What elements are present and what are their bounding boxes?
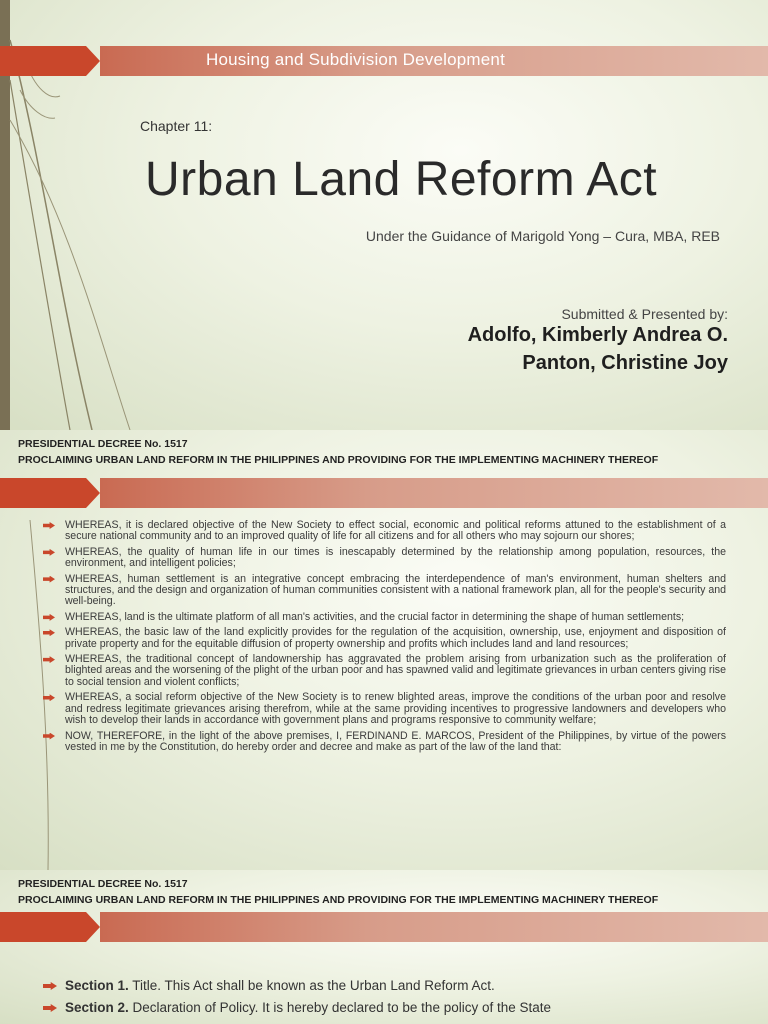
list-item: WHEREAS, land is the ultimate platform of all man's activities, and the crucial factor in determining the shape of human settlements;	[18, 612, 726, 623]
arrow-bullet-icon	[43, 694, 55, 701]
section-list	[18, 978, 551, 1022]
arrow-bullet-icon	[43, 1004, 57, 1012]
arrow-bullet-icon	[43, 629, 55, 636]
decree-slide	[0, 430, 768, 870]
list-item: WHEREAS, human settlement is an integrative concept embracing the interdependence of man's environment, human shelters and structures, and the design and organization of human communities consistent with a national framework plan, all for the people's security and well-being.	[18, 574, 726, 608]
decree-number: PRESIDENTIAL DECREE No. 1517	[18, 438, 188, 450]
guidance-line: Under the Guidance of Marigold Yong – Cura, MBA, REB	[365, 228, 720, 244]
list-item: WHEREAS, it is declared objective of the New Society to effect social, economic and political reforms attuned to the establishment of a secure national community and to an improved quality of life for all citizens and for all others who may sojourn our shores;	[18, 520, 726, 543]
decree-number: PRESIDENTIAL DECREE No. 1517	[18, 878, 188, 890]
slide-title: Urban Land Reform Act	[145, 153, 658, 206]
decree-title: PROCLAIMING URBAN LAND REFORM IN THE PHILIPPINES AND PROVIDING FOR THE IMPLEMENTING MACHINERY THEREOF	[18, 454, 659, 466]
list-item: NOW, THEREFORE, in the light of the above premises, I, FERDINAND E. MARCOS, President of the Philippines, by virtue of the powers vested in me by the Constitution, do hereby order and decree and make as part of the law of the land that:	[18, 731, 726, 754]
arrow-bullet-icon	[43, 614, 55, 621]
list-item: WHEREAS, the basic law of the land explicitly provides for the regulation of the acquisition, ownership, use, enjoyment and disposition of private property and for the equitable diffusion of property ownership and profits which includes land and land resources;	[18, 627, 726, 650]
arrow-bullet-icon	[43, 576, 55, 583]
arrow-bullet-icon	[43, 982, 57, 990]
list-item: Section 2. Declaration of Policy. It is hereby declared to be the policy of the State	[18, 1000, 551, 1015]
list-item: WHEREAS, a social reform objective of the New Society is to renew blighted areas, improve the conditions of the urban poor and resolve and redress legitimate grievances arising therefrom, while at the same providing incentives to progressive landowners and developers who wish to develop their lands in accordance with government plans and programs responsive to community welfare;	[18, 692, 726, 726]
list-item: Section 1. Title. This Act shall be known as the Urban Land Reform Act.	[18, 978, 551, 993]
sections-slide	[0, 870, 768, 1024]
chapter-label: Chapter 11:	[140, 118, 213, 134]
banner-arrow	[0, 46, 100, 76]
arrow-bullet-icon	[43, 522, 55, 529]
list-item: WHEREAS, the traditional concept of landownership has aggravated the problem arising from urbanization such as the proliferation of blighted areas and the worsening of the plight of the urban poor and has spawned valid and legitimate grievances in urban centers giving rise to social tension and violent conflicts;	[18, 654, 726, 688]
arrow-bullet-icon	[43, 656, 55, 663]
presenter-name: Panton, Christine Joy	[522, 352, 728, 374]
decree-title: PROCLAIMING URBAN LAND REFORM IN THE PHILIPPINES AND PROVIDING FOR THE IMPLEMENTING MACHINERY THEREOF	[18, 894, 659, 906]
header-band	[100, 912, 768, 942]
whereas-list	[18, 520, 726, 757]
list-item: WHEREAS, the quality of human life in our times is inescapably determined by the relationship among population, resources, the environment, and intelligent policies;	[18, 547, 726, 570]
submitted-label: Submitted & Presented by:	[561, 306, 728, 322]
arrow-bullet-icon	[43, 733, 55, 740]
banner-arrow	[0, 912, 100, 942]
presenter-name: Adolfo, Kimberly Andrea O.	[467, 324, 728, 346]
arrow-bullet-icon	[43, 549, 55, 556]
header-band	[100, 478, 768, 508]
title-slide	[0, 0, 768, 430]
course-title: Housing and Subdivision Development	[206, 50, 506, 69]
